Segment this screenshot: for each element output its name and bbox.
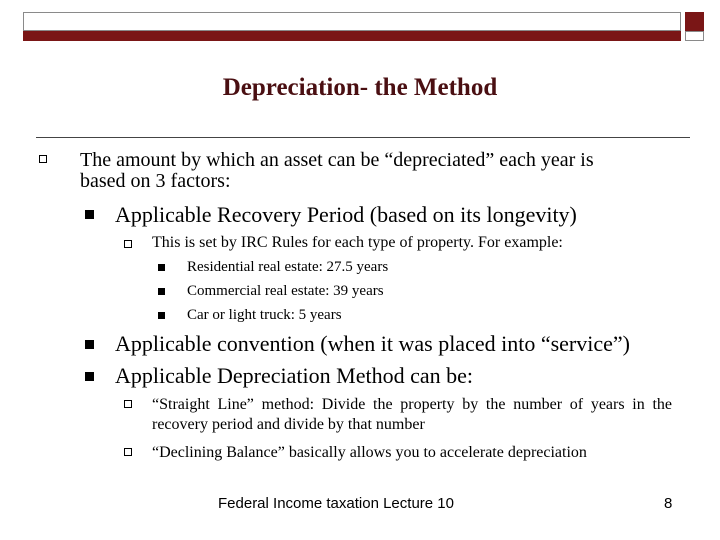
hollow-square-bullet-icon xyxy=(124,240,132,248)
filled-square-bullet-icon xyxy=(158,312,165,319)
recovery-period-bullet: Applicable Recovery Period (based on its longevity) xyxy=(115,202,577,227)
header-decoration-frame xyxy=(23,12,681,31)
hollow-square-bullet-icon xyxy=(124,448,132,456)
example-item: Commercial real estate: 39 years xyxy=(187,283,384,299)
header-decoration-square xyxy=(685,12,704,31)
hollow-square-bullet-icon xyxy=(39,155,47,163)
hollow-square-bullet-icon xyxy=(124,400,132,408)
main-bullet-line-2: based on 3 factors: xyxy=(80,170,231,192)
convention-bullet: Applicable convention (when it was placed into “service”) xyxy=(115,331,630,356)
main-bullet-line-1: The amount by which an asset can be “depreciated” each year is xyxy=(80,149,594,171)
irc-rules-bullet: This is set by IRC Rules for each type of property. For example: xyxy=(152,234,563,251)
straight-line-method-bullet: “Straight Line” method: Divide the property by the number of years in the recovery period and divide by that number xyxy=(152,396,672,433)
header-decoration-bar xyxy=(23,31,681,41)
example-item: Car or light truck: 5 years xyxy=(187,307,342,323)
method-bullet: Applicable Depreciation Method can be: xyxy=(115,363,473,388)
title-divider xyxy=(36,137,690,138)
filled-square-bullet-icon xyxy=(158,288,165,295)
filled-square-bullet-icon xyxy=(158,264,165,271)
declining-balance-method-bullet: “Declining Balance” basically allows you to accelerate depreciation xyxy=(152,444,587,461)
filled-square-bullet-icon xyxy=(85,210,94,219)
example-item: Residential real estate: 27.5 years xyxy=(187,259,389,275)
page-number: 8 xyxy=(664,495,673,512)
slide-title: Depreciation- the Method xyxy=(222,74,498,101)
filled-square-bullet-icon xyxy=(85,340,94,349)
slide-footer: Federal Income taxation Lecture 10 xyxy=(218,495,454,512)
header-decoration-square-outline xyxy=(685,31,704,41)
filled-square-bullet-icon xyxy=(85,372,94,381)
